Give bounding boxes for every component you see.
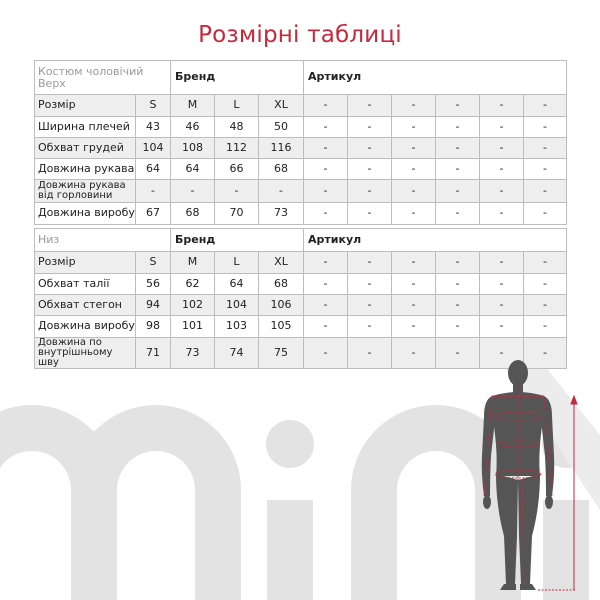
row-label: Обхват талії (35, 274, 136, 295)
article-cell: - (348, 316, 392, 338)
brand-cell: 104 (136, 138, 171, 159)
brand-cell: 64 (215, 274, 259, 295)
article-cell: - (524, 138, 567, 159)
article-cell: - (480, 338, 524, 369)
article-cell: - (524, 180, 567, 203)
brand-cell: 64 (171, 159, 215, 180)
article-cell: - (304, 338, 348, 369)
table-row (35, 295, 567, 316)
article-cell: - (480, 138, 524, 159)
size-table-top (34, 60, 567, 225)
article-cell: - (524, 274, 567, 295)
article-cell: - (436, 316, 480, 338)
brand-cell: - (259, 180, 304, 203)
article-cell: - (348, 117, 392, 138)
article-cell: - (524, 203, 567, 225)
table-row (35, 274, 567, 295)
article-cell: - (348, 203, 392, 225)
brand-cell: XL (259, 252, 304, 274)
brand-cell: 46 (171, 117, 215, 138)
brand-cell: 71 (136, 338, 171, 369)
article-cell: - (392, 95, 436, 117)
table-row (35, 95, 567, 117)
brand-header: Бренд (171, 61, 304, 95)
brand-cell: L (215, 252, 259, 274)
brand-cell: S (136, 95, 171, 117)
row-label: Обхват стегон (35, 295, 136, 316)
brand-cell: 68 (171, 203, 215, 225)
article-header: Артикул (304, 61, 567, 95)
article-cell: - (348, 274, 392, 295)
row-label: Довжина рукава від горловини (35, 180, 136, 203)
article-cell: - (480, 117, 524, 138)
article-cell: - (480, 316, 524, 338)
brand-cell: 73 (171, 338, 215, 369)
article-cell: - (304, 203, 348, 225)
article-cell: - (392, 117, 436, 138)
article-cell: - (436, 274, 480, 295)
article-cell: - (304, 316, 348, 338)
table-row (35, 252, 567, 274)
brand-cell: 48 (215, 117, 259, 138)
article-cell: - (348, 252, 392, 274)
brand-cell: 116 (259, 138, 304, 159)
brand-cell: 75 (259, 338, 304, 369)
article-cell: - (392, 316, 436, 338)
article-cell: - (480, 159, 524, 180)
human-figure-measurement-icon (478, 356, 590, 596)
article-cell: - (436, 159, 480, 180)
article-cell: - (524, 295, 567, 316)
brand-cell: 62 (171, 274, 215, 295)
table-row (35, 138, 567, 159)
size-table-bottom (34, 228, 567, 369)
article-cell: - (392, 203, 436, 225)
article-cell: - (524, 159, 567, 180)
table-header-row (35, 61, 567, 95)
row-label: Розмір (35, 95, 136, 117)
article-cell: - (304, 159, 348, 180)
article-cell: - (524, 95, 567, 117)
brand-cell: 108 (171, 138, 215, 159)
article-cell: - (392, 295, 436, 316)
table-row (35, 180, 567, 203)
brand-cell: 112 (215, 138, 259, 159)
article-cell: - (348, 338, 392, 369)
table-row (35, 117, 567, 138)
article-cell: - (304, 295, 348, 316)
table-header-row (35, 229, 567, 252)
brand-cell: 43 (136, 117, 171, 138)
brand-cell: - (136, 180, 171, 203)
article-cell: - (392, 338, 436, 369)
brand-cell: 66 (215, 159, 259, 180)
article-cell: - (480, 252, 524, 274)
article-cell: - (436, 138, 480, 159)
brand-cell: 94 (136, 295, 171, 316)
row-label: Довжина виробу (35, 316, 136, 338)
article-cell: - (392, 274, 436, 295)
article-cell: - (524, 117, 567, 138)
article-cell: - (436, 338, 480, 369)
page-title: Розмірні таблиці (198, 22, 402, 48)
article-cell: - (392, 138, 436, 159)
brand-header: Бренд (171, 229, 304, 252)
brand-cell: 102 (171, 295, 215, 316)
brand-cell: 64 (136, 159, 171, 180)
brand-cell: 70 (215, 203, 259, 225)
category-label: Низ (35, 229, 171, 252)
article-cell: - (436, 252, 480, 274)
row-label: Довжина рукава (35, 159, 136, 180)
row-label: Ширина плечей (35, 117, 136, 138)
article-cell: - (348, 159, 392, 180)
brand-cell: L (215, 95, 259, 117)
article-cell: - (436, 295, 480, 316)
article-cell: - (524, 338, 567, 369)
article-cell: - (304, 252, 348, 274)
brand-cell: - (171, 180, 215, 203)
article-cell: - (480, 295, 524, 316)
row-label: Розмір (35, 252, 136, 274)
article-cell: - (304, 95, 348, 117)
article-cell: - (348, 180, 392, 203)
article-cell: - (480, 203, 524, 225)
row-label: Довжина виробу (35, 203, 136, 225)
brand-cell: 101 (171, 316, 215, 338)
article-cell: - (304, 117, 348, 138)
table-row (35, 159, 567, 180)
article-cell: - (304, 138, 348, 159)
brand-cell: 74 (215, 338, 259, 369)
brand-cell: 98 (136, 316, 171, 338)
category-label: Костюм чоловічий Верх (35, 61, 171, 95)
article-cell: - (480, 95, 524, 117)
article-cell: - (304, 180, 348, 203)
article-cell: - (480, 274, 524, 295)
article-cell: - (392, 180, 436, 203)
brand-cell: S (136, 252, 171, 274)
table-row (35, 316, 567, 338)
brand-cell: 73 (259, 203, 304, 225)
article-cell: - (348, 95, 392, 117)
brand-cell: - (215, 180, 259, 203)
article-cell: - (304, 274, 348, 295)
article-cell: - (436, 95, 480, 117)
brand-cell: 67 (136, 203, 171, 225)
brand-cell: XL (259, 95, 304, 117)
article-cell: - (524, 252, 567, 274)
article-cell: - (436, 180, 480, 203)
brand-cell: 103 (215, 316, 259, 338)
table-row (35, 203, 567, 225)
article-header: Артикул (304, 229, 567, 252)
article-cell: - (436, 203, 480, 225)
brand-cell: M (171, 95, 215, 117)
article-cell: - (348, 138, 392, 159)
article-cell: - (436, 117, 480, 138)
row-label: Довжина по внутрішньому шву (35, 338, 136, 369)
row-label: Обхват грудей (35, 138, 136, 159)
article-cell: - (392, 252, 436, 274)
article-cell: - (524, 316, 567, 338)
brand-cell: 105 (259, 316, 304, 338)
article-cell: - (392, 159, 436, 180)
brand-cell: 104 (215, 295, 259, 316)
brand-cell: 106 (259, 295, 304, 316)
brand-cell: 68 (259, 274, 304, 295)
brand-cell: M (171, 252, 215, 274)
brand-cell: 56 (136, 274, 171, 295)
brand-cell: 50 (259, 117, 304, 138)
article-cell: - (348, 295, 392, 316)
article-cell: - (480, 180, 524, 203)
brand-cell: 68 (259, 159, 304, 180)
